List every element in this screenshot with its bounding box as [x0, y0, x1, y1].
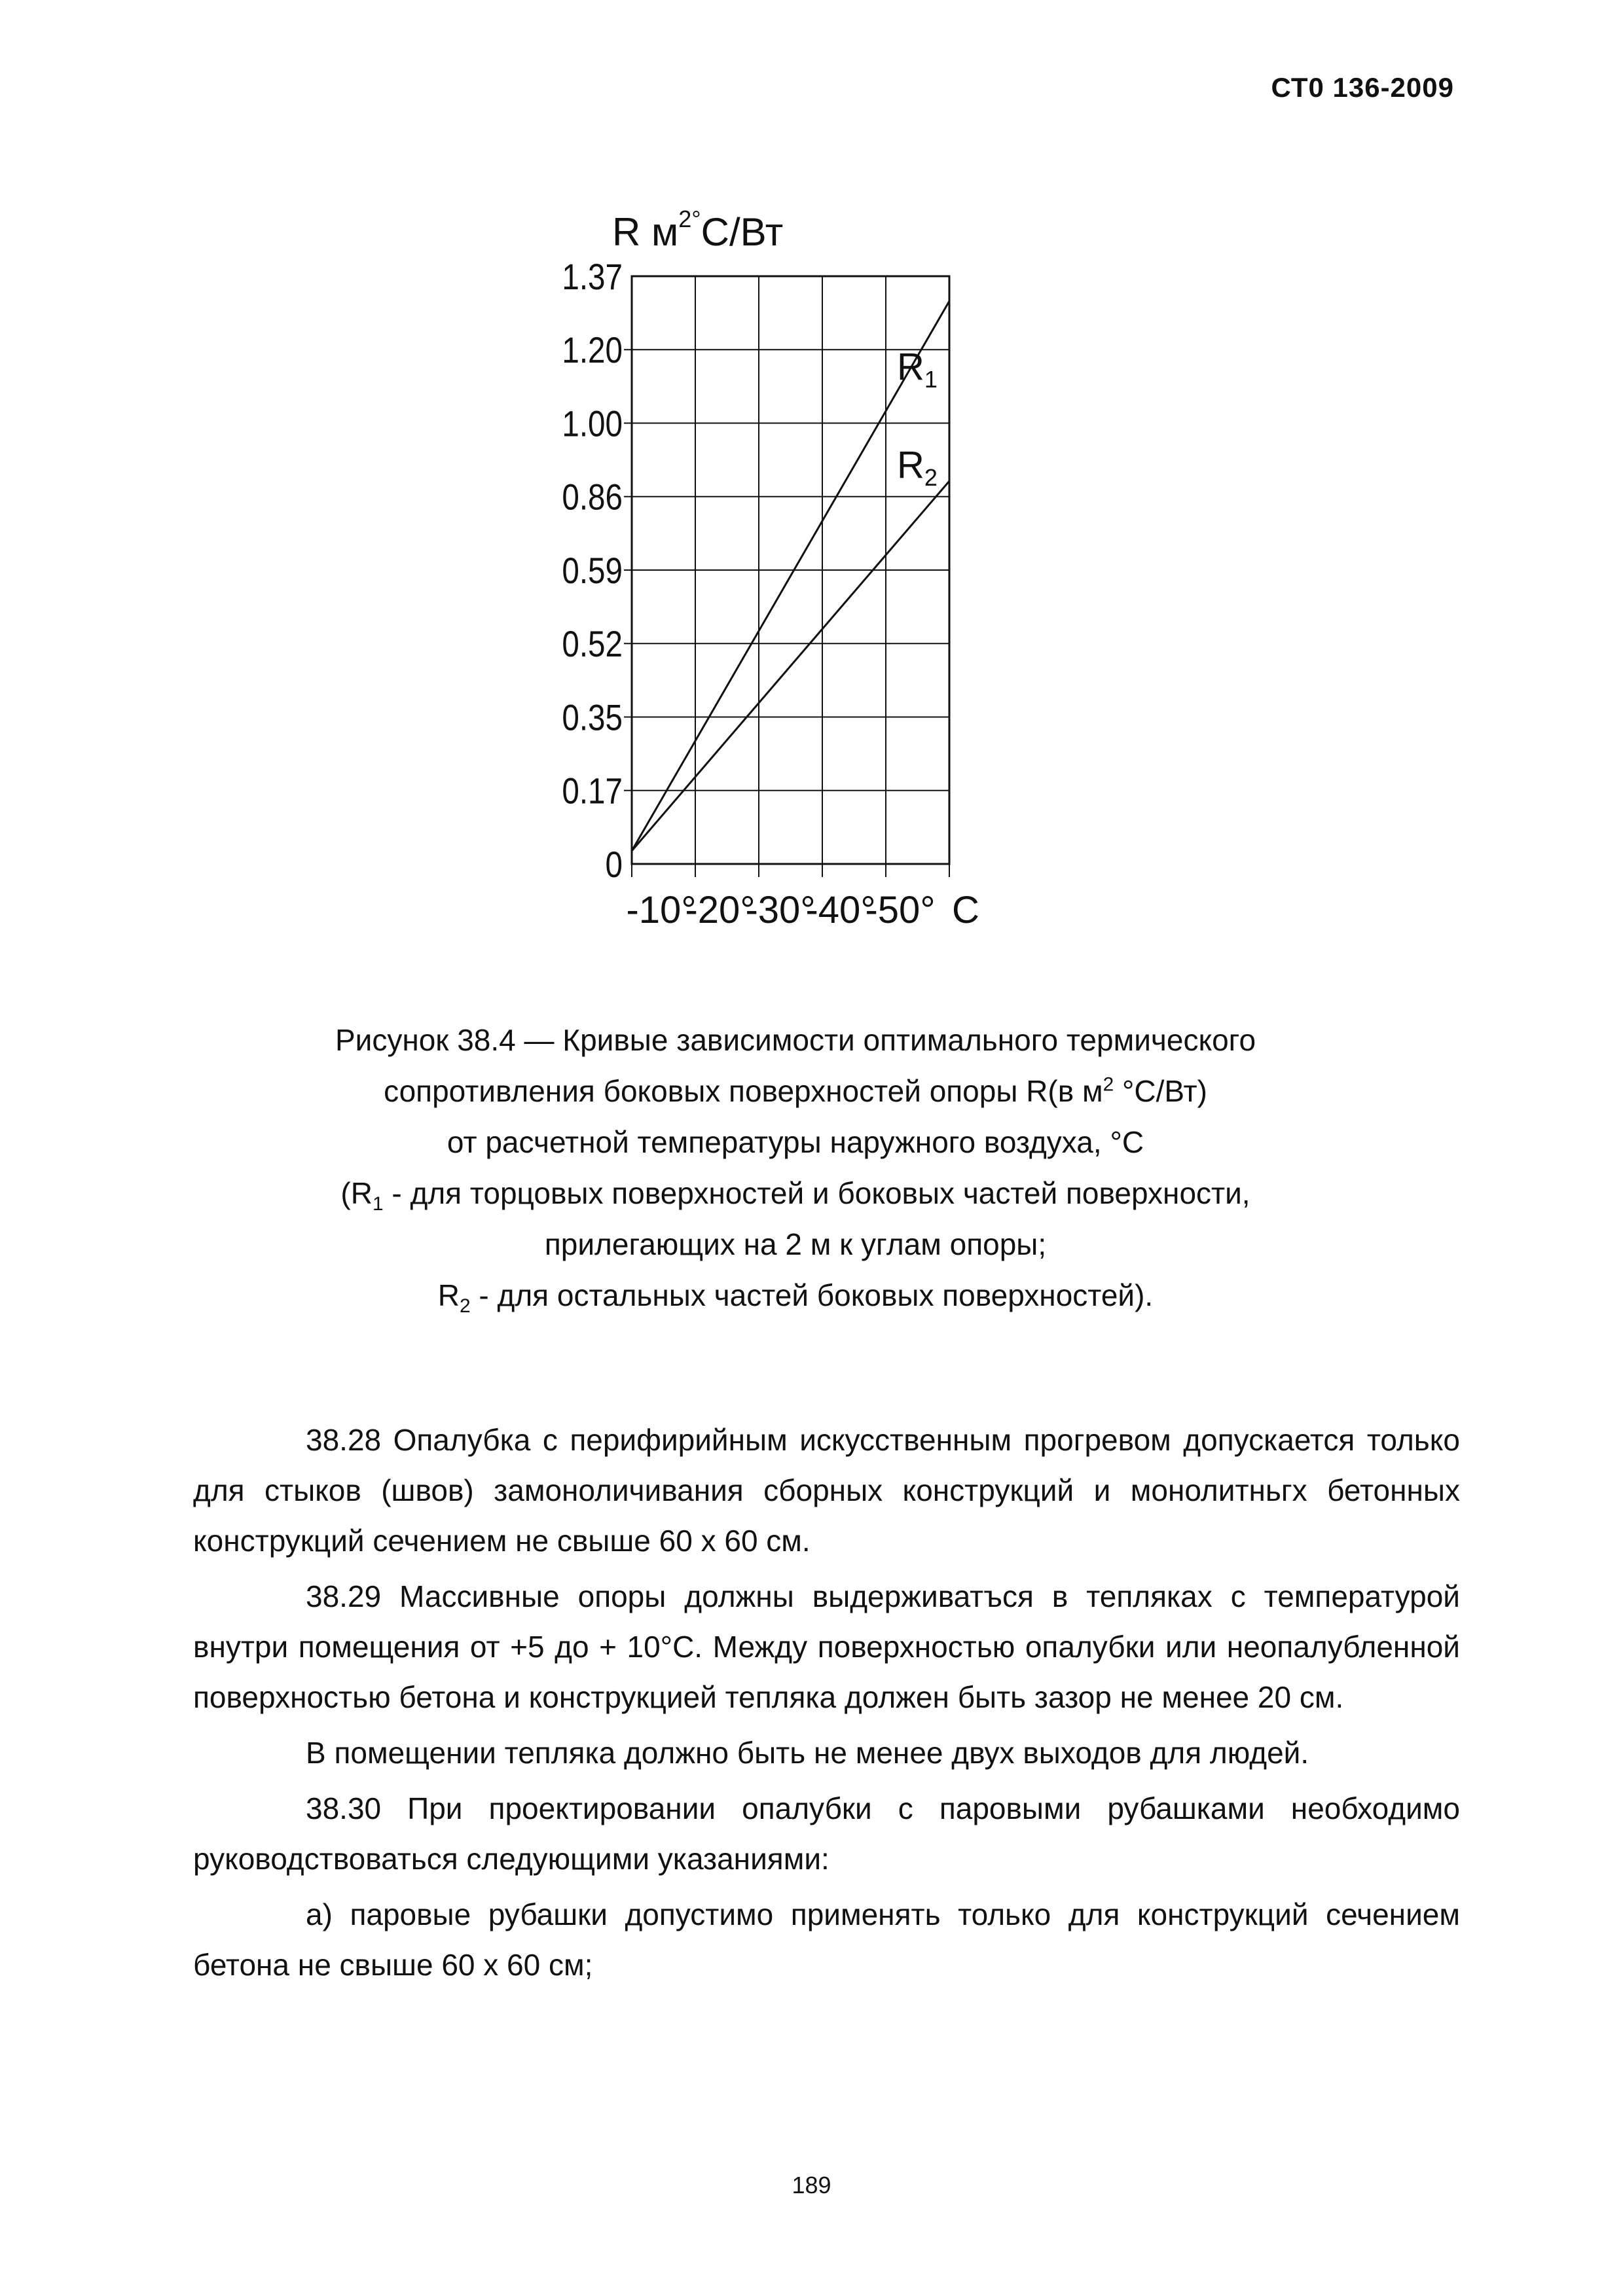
y-tick-label: 1.20	[562, 330, 623, 372]
paragraph-38-29: 38.29 Массивные опоры должны выдерживатъся в тепляках с температурой внутри помещения от +5 до + 10°С. Между поверхностью опалубки или неопалубленной поверхностью бетона и конструкцией тепляка должен быть зазор не менее 20 см.	[193, 1579, 1460, 1714]
series-label	[897, 346, 938, 393]
caption-line-1: Рисунок 38.4 — Кривые зависимости оптимального термического	[335, 1023, 1256, 1057]
y-axis-label-prefix: R м	[612, 210, 679, 254]
paragraph-38-28: 38.28 Опалубка с перифирийным искусственным прогревом допускается только для стыков (швов) замоноличивания сборных конструкций и монолитньгх бетонных конструкций сечением не свыше 60 х 60 см.	[193, 1423, 1460, 1558]
paragraph-item-a: а) паровые рубашки допустимо применять только для конструкций сечением бетона не свыше 60 х 60 см;	[193, 1897, 1460, 1982]
caption-line-3: от расчетной температуры наружного воздуха, °С	[447, 1125, 1144, 1159]
series-label-sub: 2	[924, 464, 938, 491]
x-tick-label: -10°	[626, 889, 697, 931]
caption-line-5: прилегающих на 2 м к углам опоры;	[544, 1227, 1047, 1261]
document-code: СТ0 136-2009	[1271, 72, 1454, 103]
figure-caption	[196, 1014, 1395, 1321]
y-axis-label-suffix: С/Вт	[701, 210, 784, 254]
y-tick-label: 0.59	[562, 550, 623, 592]
series-label-name: R	[897, 444, 924, 486]
y-tick-label: 0.52	[562, 624, 623, 666]
body-text	[193, 1415, 1460, 1996]
x-tick-label: -40°	[805, 889, 876, 931]
x-tick-label: -30°	[745, 889, 816, 931]
page-number: 189	[792, 2172, 831, 2198]
y-axis-label	[612, 206, 783, 254]
y-tick-label: 0	[605, 844, 623, 886]
y-tick-label: 0.86	[562, 477, 623, 518]
chart-labels	[562, 206, 979, 931]
y-tick-label: 1.37	[562, 257, 623, 298]
y-tick-label: 0.35	[562, 697, 623, 739]
caption-line-2: сопротивления боковых поверхностей опоры R(в $м^2$ °С/Вт)	[384, 1073, 1207, 1108]
x-tick-label: -50°	[865, 889, 936, 931]
series-label	[897, 444, 938, 491]
thermal-resistance-chart	[524, 196, 1048, 956]
series-line-r2	[632, 481, 949, 851]
paragraph-exits: В помещении тепляка должно быть не менее двух выходов для людей.	[306, 1736, 1309, 1770]
y-tick-label: 1.00	[562, 403, 623, 445]
caption-line-4: ($R_1$ - для торцовых поверхностей и боковых частей поверхности,	[340, 1176, 1250, 1215]
x-tick-label: С	[952, 889, 979, 931]
y-axis-label-sup: 2°	[678, 206, 701, 232]
series-label-sub: 1	[924, 366, 938, 393]
y-tick-label: 0.17	[562, 771, 623, 812]
x-tick-label: -20°	[685, 889, 756, 931]
series-label-name: R	[897, 346, 924, 388]
caption-line-6: $R_2$ - для остальных частей боковых поверхностей).	[437, 1278, 1154, 1318]
paragraph-38-30: 38.30 При проектировании опалубки с паровыми рубашками необходимо руководствоваться следующими указаниями:	[193, 1791, 1460, 1876]
